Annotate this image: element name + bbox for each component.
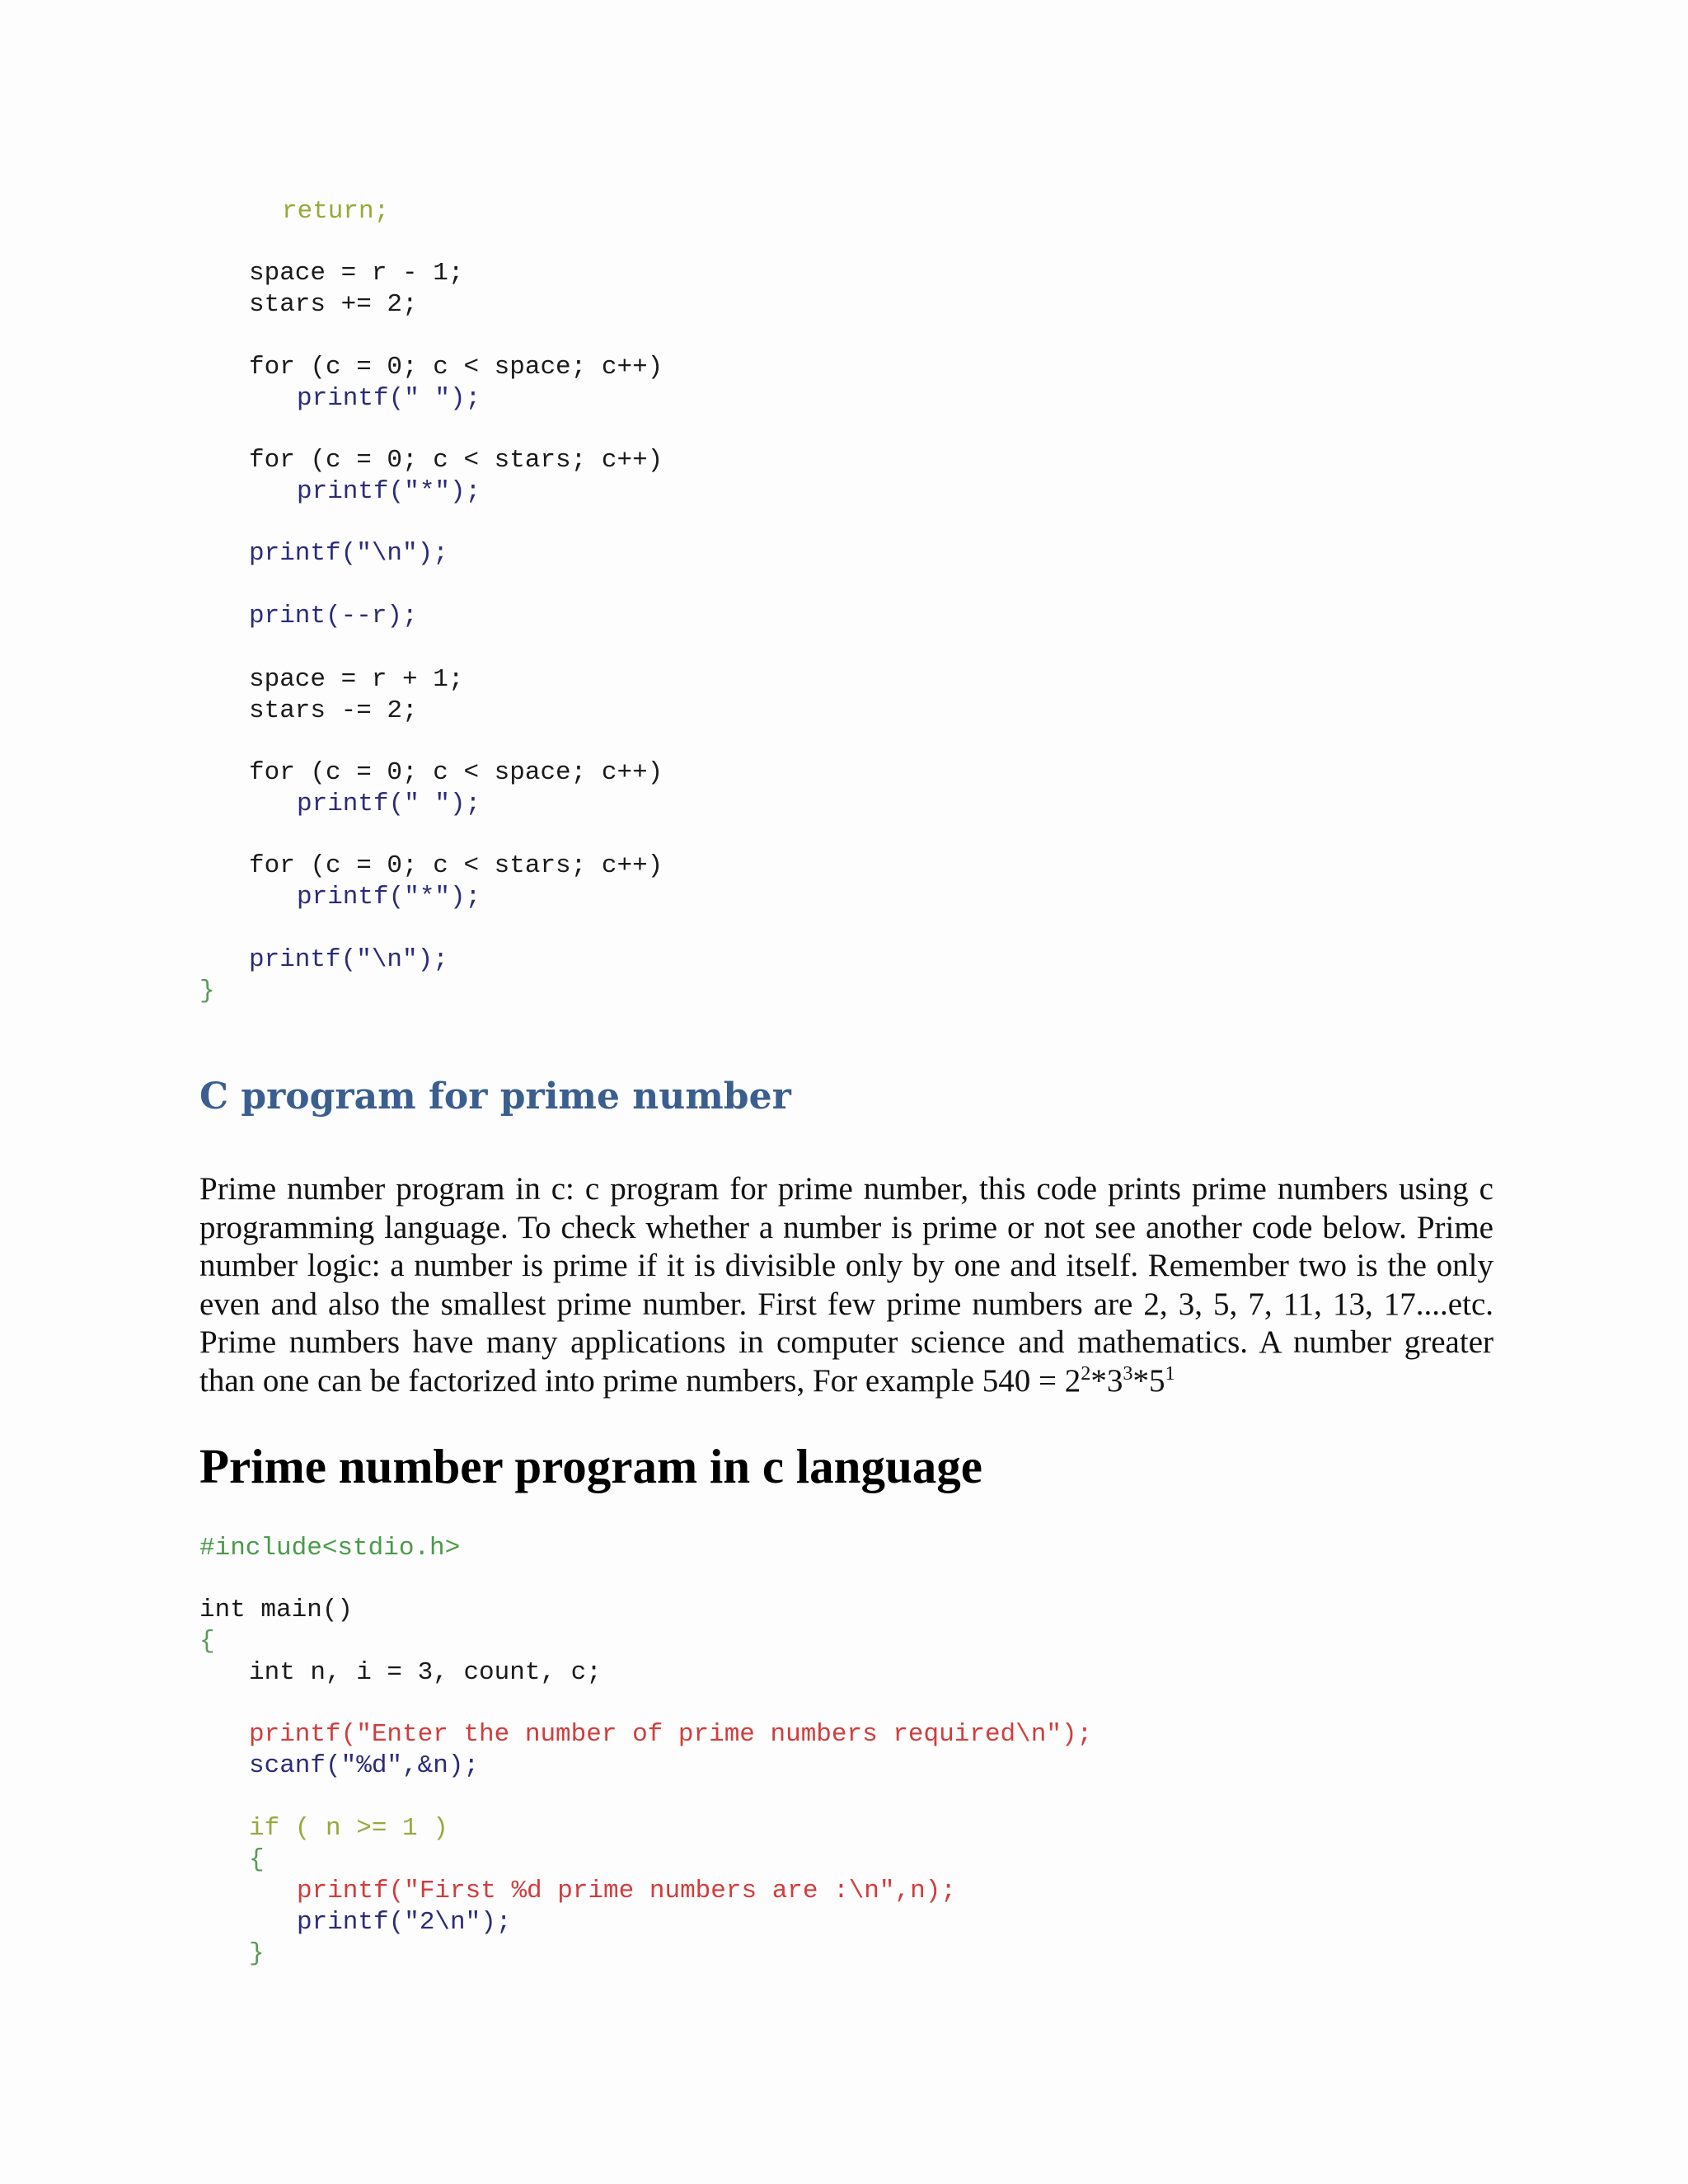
code-line-return: return; — [282, 197, 390, 226]
code-line-printf-first: printf("First %d prime numbers are :\n",n); — [297, 1877, 956, 1905]
code-line-stars-assign-2: stars -= 2; — [249, 696, 418, 725]
code-line-printf-star-1: printf("*"); — [297, 477, 481, 506]
code-line-scanf: scanf("%d",&n); — [249, 1751, 480, 1780]
code-line-for-space-2: for (c = 0; c < space; c++) — [249, 758, 663, 787]
code-line-printf-space-2: printf(" "); — [297, 790, 481, 818]
code-line-for-stars-1: for (c = 0; c < stars; c++) — [249, 446, 663, 475]
intro-paragraph — [199, 1170, 1493, 1400]
code-line-printf-newline-2: printf("\n"); — [249, 945, 448, 974]
code-line-include: #include<stdio.h> — [199, 1534, 461, 1563]
code-line-if: if ( n >= 1 ) — [249, 1814, 448, 1843]
code-line-printf-prompt: printf("Enter the number of prime numbers required\n"); — [249, 1720, 1093, 1749]
code-line-space-assign-1: space = r - 1; — [249, 259, 464, 288]
code-line-closing-brace: } — [199, 977, 215, 1005]
code-line-for-stars-2: for (c = 0; c < stars; c++) — [249, 851, 663, 880]
section-heading: C program for prime number — [199, 1076, 791, 1118]
code-line-printf-two: printf("2\n"); — [297, 1908, 512, 1937]
exponent-3: 1 — [1165, 1361, 1175, 1385]
code-line-for-space-1: for (c = 0; c < space; c++) — [249, 353, 663, 382]
code-line-printf-space-1: printf(" "); — [297, 384, 481, 413]
code-line-if-open: { — [249, 1845, 265, 1874]
code-line-printf-newline-1: printf("\n"); — [249, 539, 448, 568]
code-line-stars-assign-1: stars += 2; — [249, 290, 418, 319]
code-line-var-decl: int n, i = 3, count, c; — [249, 1658, 602, 1687]
page-title: Prime number program in c language — [199, 1439, 982, 1493]
code-line-print-recursive: print(--r); — [249, 602, 418, 630]
paragraph-mid-2: *5 — [1132, 1362, 1165, 1399]
code-line-printf-star-2: printf("*"); — [297, 883, 481, 912]
code-line-open-brace: { — [199, 1627, 215, 1656]
exponent-1: 2 — [1081, 1361, 1091, 1385]
paragraph-text: Prime number program in c: c program for prime number, this code prints prime numbers using c programming language. To check whether a number is prime or not see another code below. Prime number logic: a number is prime if it is divisible only by one and itself. Remember two is the only even and also the smallest prime number. First few prime numbers are 2, 3, 5, 7, 11, 13, 17....etc. Prime numbers have many applications in computer science and mathematics. A number greater than one can be factorized into prime numbers, For example 540 = 2 — [199, 1171, 1493, 1399]
exponent-2: 3 — [1123, 1361, 1133, 1385]
paragraph-mid-1: *3 — [1090, 1362, 1123, 1399]
code-line-main-decl: int main() — [199, 1596, 354, 1624]
code-line-if-close: } — [249, 1939, 265, 1968]
code-line-space-assign-2: space = r + 1; — [249, 665, 464, 694]
